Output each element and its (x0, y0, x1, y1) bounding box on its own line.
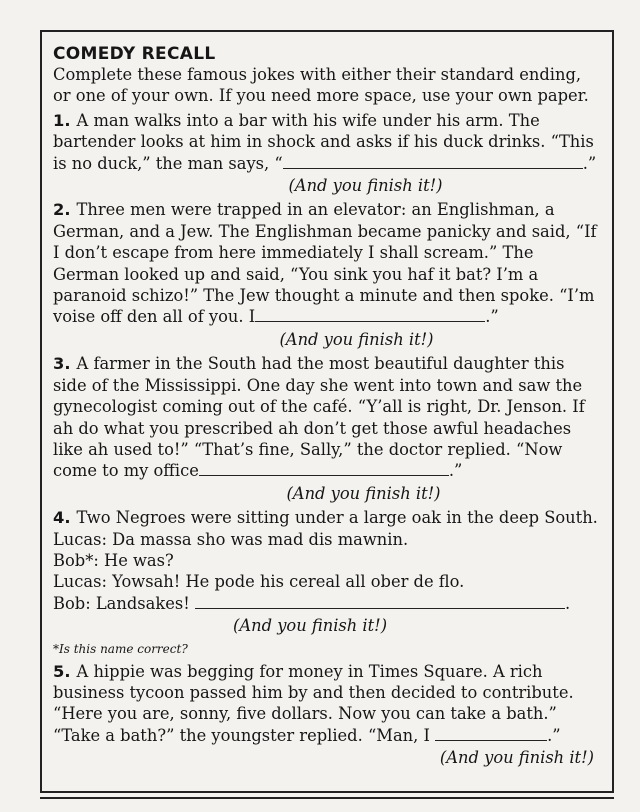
dialog-line: Bob: Landsakes! (53, 593, 190, 613)
joke-1 (53, 110, 600, 174)
blank-close: . (564, 593, 571, 613)
answer-blank[interactable] (199, 461, 449, 476)
footnote: *Is this name correct? (53, 641, 188, 656)
joke-text: A man walks into a bar with his wife under his arm. The bartender looks at him in shock and asks if his duck drinks. “This is no duck,” the man says, “ (53, 110, 594, 173)
joke-4-dialog (53, 529, 600, 615)
finish-prompt: (And you finish it!) (286, 483, 441, 503)
joke-number: 4. (53, 508, 71, 528)
blank-close: .” (582, 153, 597, 173)
joke-text: Two Negroes were sitting under a large oak in the deep South. (76, 508, 598, 528)
joke-text: Three men were trapped in an elevator: an Englishman, a German, and a Jew. The Englishman became panicky and said, “If I don’t escape from here immediately I shall scream.” The German looked up and said, “You sink you haf it bat? I’m a paranoid schizo!” The Jew thought a minute and then spoke. “I’m voise off den all of you. I (53, 200, 597, 327)
blank-close: .” (547, 725, 561, 745)
finish-prompt: (And you finish it!) (288, 176, 443, 196)
blank-close: .” (448, 461, 463, 481)
section-heading: COMEDY RECALL (53, 44, 216, 64)
comedy-recall-box (40, 30, 614, 793)
bottom-rule (40, 797, 614, 799)
joke-number: 5. (53, 661, 71, 681)
dialog-line: Bob*: He was? (53, 550, 174, 570)
joke-text: A farmer in the South had the most beautiful daughter this side of the Mississippi. One day she went into town and saw the gynecologist coming out of the café. “Y’all is right, Dr. Jenson. If ah do what you prescribed ah don’t get those awful headaches like ah used to!” “That’s fine, Sally,” the doctor replied. “Now come to my office (53, 354, 585, 481)
dialog-line: Lucas: Yowsah! He pode his cereal all ober de flo. (53, 572, 465, 592)
joke-3 (53, 353, 600, 481)
intro-text: Complete these famous jokes with either their standard ending, or one of your own. If you need more space, use your own paper. (53, 65, 589, 106)
joke-number: 2. (53, 200, 71, 220)
joke-number: 3. (53, 354, 71, 374)
answer-blank[interactable] (195, 594, 565, 609)
answer-blank[interactable] (255, 307, 485, 322)
joke-text: A hippie was begging for money in Times Square. A rich business tycoon passed him by and then decided to contribute. “Here you are, sonny, five dollars. Now you can take a bath.” “Take a bath?” the youngster replied. “Man, I (53, 661, 574, 745)
joke-4 (53, 507, 600, 528)
finish-prompt: (And you finish it!) (439, 748, 594, 768)
finish-prompt: (And you finish it!) (279, 329, 434, 349)
finish-prompt: (And you finish it!) (233, 616, 388, 636)
dialog-line-last (53, 593, 600, 614)
joke-number: 1. (53, 110, 71, 130)
answer-blank[interactable] (283, 154, 583, 169)
joke-2 (53, 199, 600, 327)
joke-5 (53, 661, 600, 747)
blank-close: .” (485, 307, 499, 327)
answer-blank[interactable] (435, 726, 547, 741)
dialog-line: Lucas: Da massa sho was mad dis mawnin. (53, 529, 409, 549)
